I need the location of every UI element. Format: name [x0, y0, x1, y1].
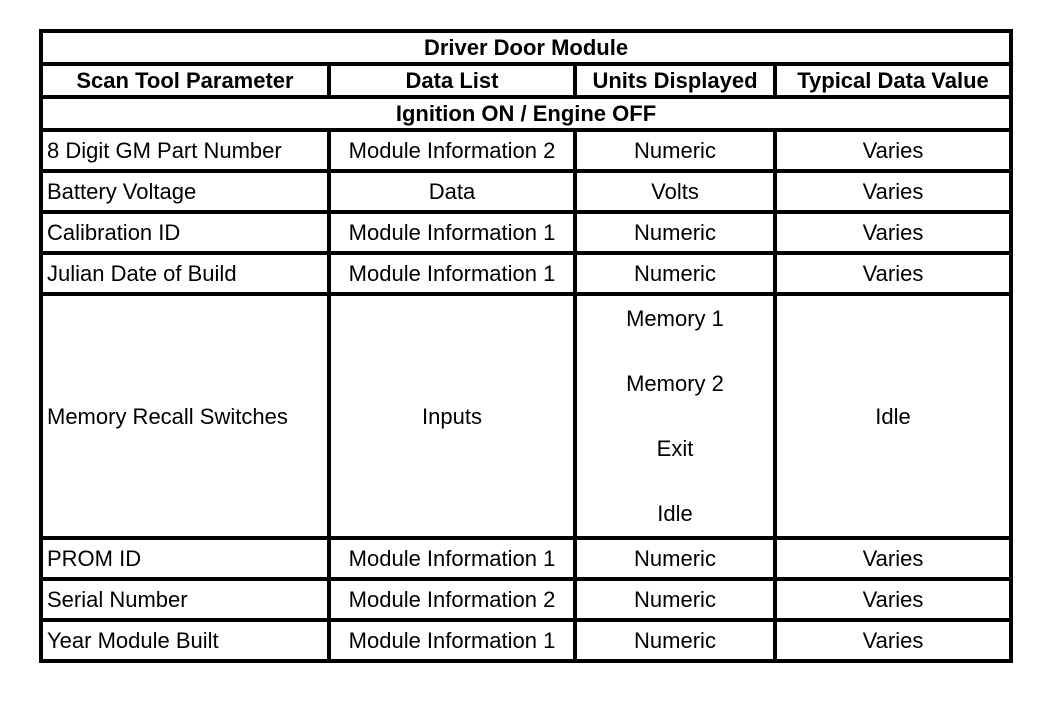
data-list-cell: Module Information 1 [329, 538, 575, 579]
data-list-cell: Inputs [329, 294, 575, 538]
units-cell: Numeric [575, 579, 775, 620]
units-cell: Numeric [575, 212, 775, 253]
units-cell [575, 294, 775, 538]
units-cell: Numeric [575, 620, 775, 661]
table-title-row [41, 31, 1011, 64]
units-list-item: Idle [657, 501, 693, 526]
table-title: Driver Door Module [41, 31, 1011, 64]
units-cell: Numeric [575, 538, 775, 579]
data-list-cell: Module Information 2 [329, 130, 575, 171]
parameter-cell: Serial Number [41, 579, 329, 620]
section-row [41, 97, 1011, 130]
typical-value-cell: Varies [775, 171, 1011, 212]
typical-value-cell: Varies [775, 253, 1011, 294]
typical-value-cell: Idle [775, 294, 1011, 538]
table-row [41, 579, 1011, 620]
data-list-cell: Module Information 1 [329, 212, 575, 253]
table-row [41, 620, 1011, 661]
units-list-item: Exit [656, 436, 694, 461]
table-row [41, 253, 1011, 294]
section-label: Ignition ON / Engine OFF [41, 97, 1011, 130]
parameter-cell: Battery Voltage [41, 171, 329, 212]
table-header-row [41, 64, 1011, 97]
table-row [41, 538, 1011, 579]
header-typical-data-value: Typical Data Value [775, 64, 1011, 97]
parameter-cell: PROM ID [41, 538, 329, 579]
table-row [41, 130, 1011, 171]
parameter-cell: Memory Recall Switches [41, 294, 329, 538]
parameter-cell: Julian Date of Build [41, 253, 329, 294]
units-cell: Numeric [575, 253, 775, 294]
data-list-cell: Module Information 2 [329, 579, 575, 620]
header-data-list: Data List [329, 64, 575, 97]
table-row [41, 212, 1011, 253]
typical-value-cell: Varies [775, 212, 1011, 253]
typical-value-cell: Varies [775, 538, 1011, 579]
driver-door-module-table [39, 29, 1013, 663]
parameter-cell: 8 Digit GM Part Number [41, 130, 329, 171]
table-row [41, 294, 1011, 538]
data-list-cell: Data [329, 171, 575, 212]
units-list-item: Memory 1 [626, 306, 724, 331]
typical-value-cell: Varies [775, 579, 1011, 620]
data-list-cell: Module Information 1 [329, 253, 575, 294]
typical-value-cell: Varies [775, 130, 1011, 171]
units-list-item: Memory 2 [626, 371, 724, 396]
table-row [41, 171, 1011, 212]
header-units-displayed: Units Displayed [575, 64, 775, 97]
header-scan-tool-parameter: Scan Tool Parameter [41, 64, 329, 97]
parameter-cell: Calibration ID [41, 212, 329, 253]
typical-value-cell: Varies [775, 620, 1011, 661]
parameter-cell: Year Module Built [41, 620, 329, 661]
data-list-cell: Module Information 1 [329, 620, 575, 661]
units-cell: Volts [575, 171, 775, 212]
units-cell: Numeric [575, 130, 775, 171]
units-list [581, 306, 769, 526]
